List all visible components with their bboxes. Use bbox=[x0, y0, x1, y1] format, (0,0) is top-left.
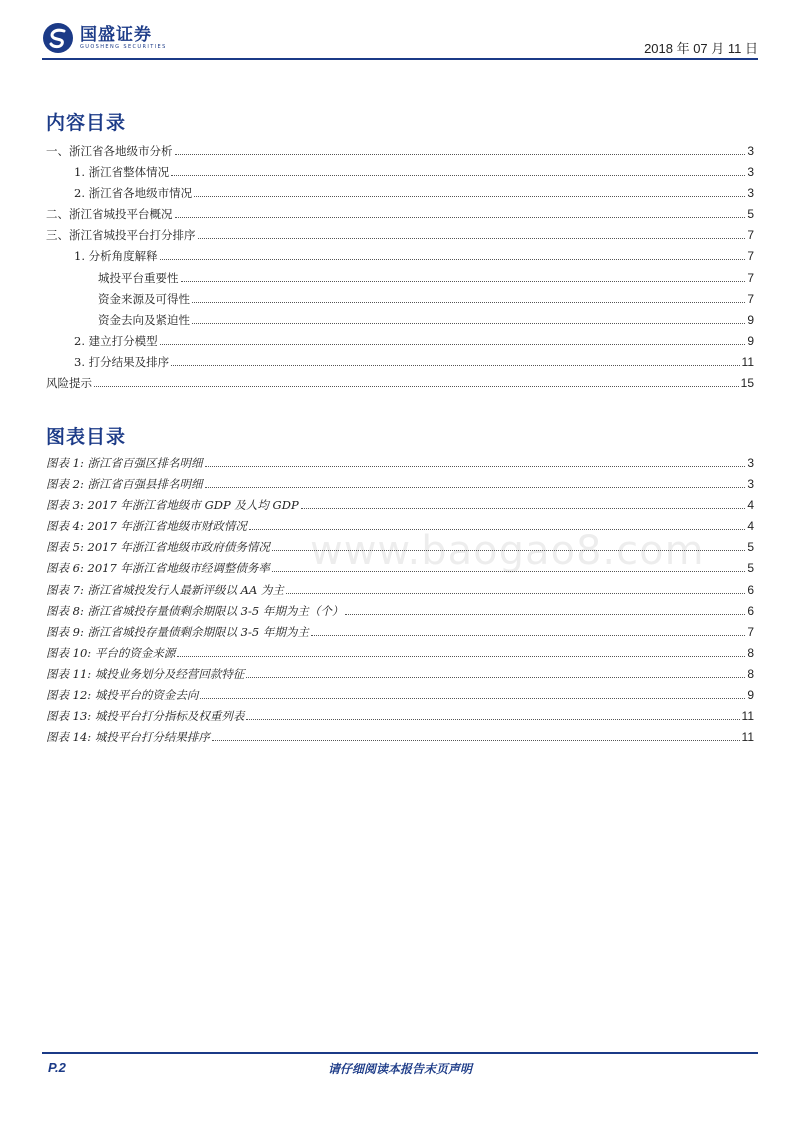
toc-entry[interactable] bbox=[46, 375, 754, 396]
toc-entry-label[interactable]: 风险提示 bbox=[46, 376, 92, 391]
toc-entry[interactable] bbox=[46, 143, 754, 164]
toc-leader-dots bbox=[192, 302, 745, 303]
toc-entry-page[interactable]: 11 bbox=[741, 709, 754, 724]
toc-entry-label[interactable]: 图表 10: 平台的资金来源 bbox=[46, 645, 176, 660]
toc-leader-dots bbox=[200, 698, 745, 699]
toc-entry-page[interactable]: 15 bbox=[740, 376, 754, 391]
figures-list bbox=[46, 455, 754, 750]
toc-entry[interactable] bbox=[46, 708, 754, 729]
toc-entry-label[interactable]: 二、浙江省城投平台概况 bbox=[46, 207, 173, 222]
toc-entry[interactable] bbox=[46, 164, 754, 185]
toc-entry[interactable] bbox=[46, 645, 754, 666]
toc-leader-dots bbox=[181, 281, 746, 282]
toc-entry-page[interactable]: 6 bbox=[747, 582, 754, 597]
toc-entry[interactable] bbox=[46, 687, 754, 708]
toc-entry[interactable] bbox=[46, 603, 754, 624]
toc-leader-dots bbox=[249, 529, 745, 530]
toc-entry-label[interactable]: 资金去向及紧迫性 bbox=[98, 312, 190, 327]
toc-entry[interactable] bbox=[46, 185, 754, 206]
toc-entry-label[interactable]: 1. 浙江省整体情况 bbox=[74, 165, 170, 180]
footer-disclaimer: 请仔细阅读本报告末页声明 bbox=[327, 1062, 472, 1076]
page-header bbox=[42, 22, 758, 60]
figures-title: 图表目录 bbox=[46, 426, 127, 448]
toc-entry-page[interactable]: 11 bbox=[741, 354, 754, 369]
toc-entry-label[interactable]: 图表 11: 城投业务划分及经营回款特征 bbox=[46, 666, 245, 681]
toc-leader-dots bbox=[194, 196, 745, 197]
guosheng-logo-icon bbox=[42, 22, 74, 54]
toc-entry-page[interactable]: 9 bbox=[747, 688, 754, 703]
toc-entry-page[interactable]: 5 bbox=[747, 540, 754, 555]
contents-title: 内容目录 bbox=[46, 112, 127, 134]
toc-leader-dots bbox=[212, 740, 740, 741]
watermark: www.baogao8.com bbox=[310, 528, 705, 574]
toc-leader-dots bbox=[171, 175, 745, 176]
toc-entry-label[interactable]: 图表 4: 2017 年浙江省地级市财政情况 bbox=[46, 519, 247, 534]
toc-entry[interactable] bbox=[46, 518, 754, 539]
toc-entry-page[interactable]: 11 bbox=[741, 730, 754, 745]
toc-leader-dots bbox=[311, 635, 745, 636]
toc-entry[interactable] bbox=[46, 227, 754, 248]
toc-entry[interactable] bbox=[46, 497, 754, 518]
toc-entry-page[interactable]: 5 bbox=[747, 207, 754, 222]
toc-entry-page[interactable]: 8 bbox=[747, 666, 754, 681]
header-divider bbox=[42, 58, 758, 60]
toc-leader-dots bbox=[160, 259, 746, 260]
toc-entry[interactable] bbox=[46, 666, 754, 687]
toc-entry-label[interactable]: 1. 分析角度解释 bbox=[74, 249, 158, 264]
toc-entry[interactable] bbox=[46, 248, 754, 269]
toc-leader-dots bbox=[175, 154, 746, 155]
toc-entry-page[interactable]: 4 bbox=[747, 498, 754, 513]
toc-entry[interactable] bbox=[46, 354, 754, 375]
toc-entry-label[interactable]: 图表 7: 浙江省城投发行人最新评级以 AA 为主 bbox=[46, 582, 284, 597]
toc-entry[interactable] bbox=[46, 560, 754, 581]
toc-entry-page[interactable]: 3 bbox=[747, 456, 754, 470]
toc-entry-page[interactable]: 8 bbox=[747, 645, 754, 660]
toc-leader-dots bbox=[272, 550, 745, 551]
toc-entry[interactable] bbox=[46, 333, 754, 354]
toc-entry-page[interactable]: 5 bbox=[747, 561, 754, 576]
toc-entry[interactable] bbox=[46, 729, 754, 750]
toc-entry-label[interactable]: 图表 13: 城投平台打分指标及权重列表 bbox=[46, 709, 245, 724]
toc-entry-page[interactable]: 7 bbox=[747, 249, 754, 264]
contents-list bbox=[46, 143, 754, 396]
toc-entry[interactable] bbox=[46, 539, 754, 560]
toc-entry-label[interactable]: 图表 12: 城投平台的资金去向 bbox=[46, 688, 199, 703]
toc-entry-label[interactable]: 图表 2: 浙江省百强县排名明细 bbox=[46, 477, 203, 492]
toc-leader-dots bbox=[192, 323, 745, 324]
toc-leader-dots bbox=[198, 238, 746, 239]
toc-entry[interactable] bbox=[46, 312, 754, 333]
toc-entry-page[interactable]: 3 bbox=[747, 186, 754, 201]
toc-entry[interactable] bbox=[46, 291, 754, 312]
toc-entry-label[interactable]: 图表 3: 2017 年浙江省地级市 GDP 及人均 GDP bbox=[46, 498, 299, 513]
toc-leader-dots bbox=[205, 487, 746, 488]
toc-entry-label[interactable]: 三、浙江省城投平台打分排序 bbox=[46, 228, 196, 243]
toc-entry[interactable] bbox=[46, 455, 754, 476]
toc-entry-label[interactable]: 城投平台重要性 bbox=[98, 270, 179, 285]
toc-entry-page[interactable]: 3 bbox=[747, 165, 754, 180]
toc-leader-dots bbox=[286, 593, 745, 594]
toc-entry-page[interactable]: 9 bbox=[747, 333, 754, 348]
toc-entry-label[interactable]: 图表 6: 2017 年浙江省地级市经调整债务率 bbox=[46, 561, 270, 576]
toc-entry-page[interactable]: 7 bbox=[747, 291, 754, 306]
toc-entry[interactable] bbox=[46, 624, 754, 645]
toc-entry-label[interactable]: 3. 打分结果及排序 bbox=[74, 354, 170, 369]
toc-entry-page[interactable]: 9 bbox=[747, 312, 754, 327]
toc-entry-label[interactable]: 一、浙江省各地级市分析 bbox=[46, 144, 173, 158]
toc-leader-dots bbox=[272, 571, 745, 572]
toc-leader-dots bbox=[301, 508, 746, 509]
footer-divider bbox=[42, 1052, 758, 1054]
toc-entry-label[interactable]: 图表 5: 2017 年浙江省地级市政府债务情况 bbox=[46, 540, 270, 555]
toc-leader-dots bbox=[160, 344, 746, 345]
company-logo bbox=[42, 22, 167, 54]
toc-entry[interactable] bbox=[46, 582, 754, 603]
toc-entry-page[interactable]: 3 bbox=[747, 144, 754, 158]
logo-text-cn: 国盛证券 bbox=[80, 25, 152, 45]
toc-entry[interactable] bbox=[46, 476, 754, 497]
toc-entry-label[interactable]: 2. 建立打分模型 bbox=[74, 333, 158, 348]
toc-leader-dots bbox=[246, 677, 745, 678]
toc-entry-page[interactable]: 6 bbox=[747, 603, 754, 618]
toc-leader-dots bbox=[345, 614, 745, 615]
toc-entry-page[interactable]: 7 bbox=[747, 228, 754, 243]
toc-leader-dots bbox=[175, 217, 746, 218]
toc-leader-dots bbox=[205, 466, 746, 467]
toc-leader-dots bbox=[177, 656, 745, 657]
logo-text-en: GUOSHENG SECURITIES bbox=[80, 44, 167, 50]
toc-entry[interactable] bbox=[46, 206, 754, 227]
toc-entry[interactable] bbox=[46, 270, 754, 291]
toc-entry-label[interactable]: 图表 1: 浙江省百强区排名明细 bbox=[46, 456, 203, 470]
toc-entry-page[interactable]: 7 bbox=[747, 270, 754, 285]
toc-entry-page[interactable]: 7 bbox=[747, 624, 754, 639]
toc-entry-label[interactable]: 2. 浙江省各地级市情况 bbox=[74, 186, 193, 201]
report-date: 2018 年 07 月 11 日 bbox=[644, 41, 758, 56]
toc-entry-page[interactable]: 3 bbox=[747, 477, 754, 492]
toc-entry-label[interactable]: 资金来源及可得性 bbox=[98, 291, 190, 306]
toc-entry-label[interactable]: 图表 8: 浙江省城投存量债剩余期限以 3-5 年期为主（个） bbox=[46, 603, 344, 618]
toc-entry-label[interactable]: 图表 9: 浙江省城投存量债剩余期限以 3-5 年期为主 bbox=[46, 624, 309, 639]
page-number: P.2 bbox=[48, 1060, 66, 1075]
toc-leader-dots bbox=[94, 386, 739, 387]
toc-entry-page[interactable]: 4 bbox=[747, 519, 754, 534]
toc-entry-label[interactable]: 图表 14: 城投平台打分结果排序 bbox=[46, 730, 210, 745]
toc-leader-dots bbox=[246, 719, 739, 720]
toc-leader-dots bbox=[171, 365, 739, 366]
